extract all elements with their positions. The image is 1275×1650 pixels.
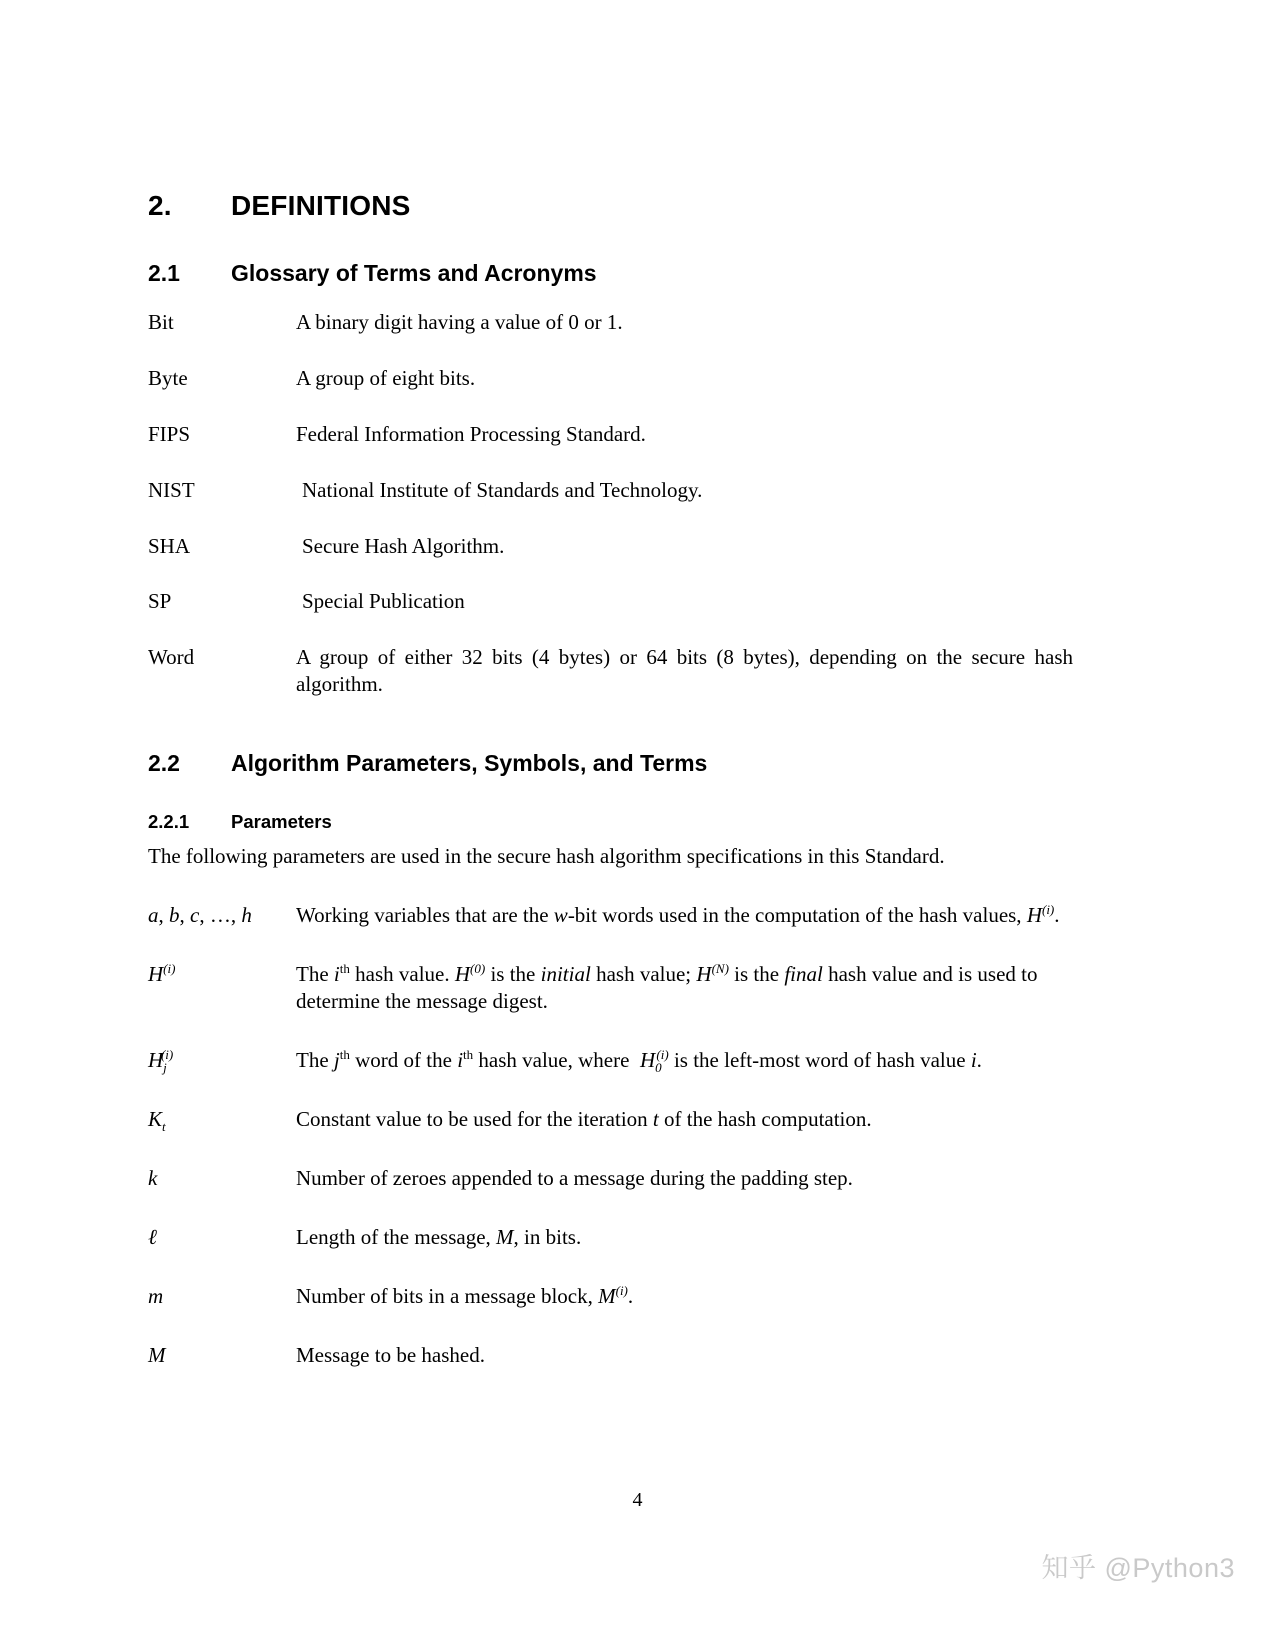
heading-section-2-2-title: Algorithm Parameters, Symbols, and Terms <box>231 750 708 776</box>
parameter-item <box>148 1165 1073 1192</box>
glossary-item <box>148 588 1073 615</box>
parameter-item <box>148 902 1073 929</box>
glossary-definition: A group of eight bits. <box>296 365 476 390</box>
heading-section-2 <box>148 190 1073 222</box>
parameter-item <box>148 1224 1073 1251</box>
parameter-item <box>148 1342 1073 1369</box>
glossary-term: SP <box>148 589 172 614</box>
glossary-term: Word <box>148 645 195 670</box>
parameters-intro: The following parameters are used in the secure hash algorithm specifications in this Standard. <box>148 844 945 868</box>
parameter-item <box>148 1283 1073 1310</box>
glossary-list <box>148 309 1073 698</box>
glossary-item <box>148 477 1073 504</box>
glossary-item <box>148 309 1073 336</box>
heading-section-2-1 <box>148 260 1073 287</box>
glossary-definition: Secure Hash Algorithm. <box>302 533 505 558</box>
heading-section-2-2-number: 2.2 <box>148 750 180 776</box>
heading-section-2-2 <box>148 750 1073 777</box>
glossary-definition: Federal Information Processing Standard. <box>296 421 646 446</box>
heading-section-2-number: 2. <box>148 190 172 221</box>
heading-section-2-1-title: Glossary of Terms and Acronyms <box>231 260 597 286</box>
parameter-definition: Number of zeroes appended to a message during the padding step. <box>296 1165 853 1190</box>
parameter-definition: Message to be hashed. <box>296 1342 485 1367</box>
parameter-definition: Working variables that are the w-bit words used in the computation of the hash values, $H^{(i)}$. <box>296 902 1060 928</box>
parameter-definition: Constant value to be used for the iteration t of the hash computation. <box>296 1106 872 1131</box>
glossary-item <box>148 421 1073 448</box>
glossary-term: Byte <box>148 365 188 390</box>
parameter-symbol: $H^{(i)}$ <box>148 961 176 987</box>
glossary-item <box>148 644 1073 698</box>
parameters-list <box>148 902 1073 1368</box>
parameter-symbol: $K_t$ <box>148 1106 166 1134</box>
page-content <box>148 0 1073 1369</box>
parameter-definition: Number of bits in a message block, $M^{(i)}$. <box>296 1282 634 1308</box>
parameter-item <box>148 1047 1073 1074</box>
parameter-definition: The $i^{th}$ hash value. $H^{(0)}$ is the initial hash value; $H^{(N)}$ is the final hash value and is used to determine the message digest. <box>296 961 1038 1014</box>
parameter-symbol: $H_j^{(i)}$ <box>148 1046 174 1076</box>
watermark: 知乎 @Python3 <box>1041 1553 1235 1583</box>
parameter-definition: Length of the message, M, in bits. <box>296 1224 582 1249</box>
glossary-term: FIPS <box>148 421 191 446</box>
glossary-definition: National Institute of Standards and Technology. <box>302 477 703 502</box>
glossary-item <box>148 533 1073 560</box>
heading-section-2-title: DEFINITIONS <box>231 190 411 221</box>
heading-section-2-1-number: 2.1 <box>148 260 180 286</box>
glossary-definition: A group of either 32 bits (4 bytes) or 64 bits (8 bytes), depending on the secure hash algorithm. <box>296 645 1073 697</box>
page-number: 4 <box>632 1489 643 1511</box>
parameter-item <box>148 1106 1073 1133</box>
parameter-symbol: m <box>148 1283 164 1308</box>
glossary-definition: Special Publication <box>302 589 465 614</box>
parameter-symbol: a, b, c, …, h <box>148 903 252 928</box>
heading-section-2-2-1-number: 2.2.1 <box>148 811 190 832</box>
parameter-symbol: ℓ <box>148 1224 157 1250</box>
glossary-definition: A binary digit having a value of 0 or 1. <box>296 310 623 334</box>
glossary-term: Bit <box>148 310 174 334</box>
glossary-term: SHA <box>148 533 191 558</box>
parameter-symbol: M <box>148 1342 166 1367</box>
glossary-item <box>148 365 1073 392</box>
glossary-term: NIST <box>148 477 195 502</box>
parameter-item <box>148 961 1073 1015</box>
heading-section-2-2-1 <box>148 811 1073 833</box>
heading-section-2-2-1-title: Parameters <box>231 811 332 832</box>
parameter-definition: The $j^{th}$ word of the $i^{th}$ hash value, where $H_0^{(i)}$ is the left-most word of hash value i. <box>296 1046 982 1076</box>
parameter-symbol: k <box>148 1165 158 1190</box>
